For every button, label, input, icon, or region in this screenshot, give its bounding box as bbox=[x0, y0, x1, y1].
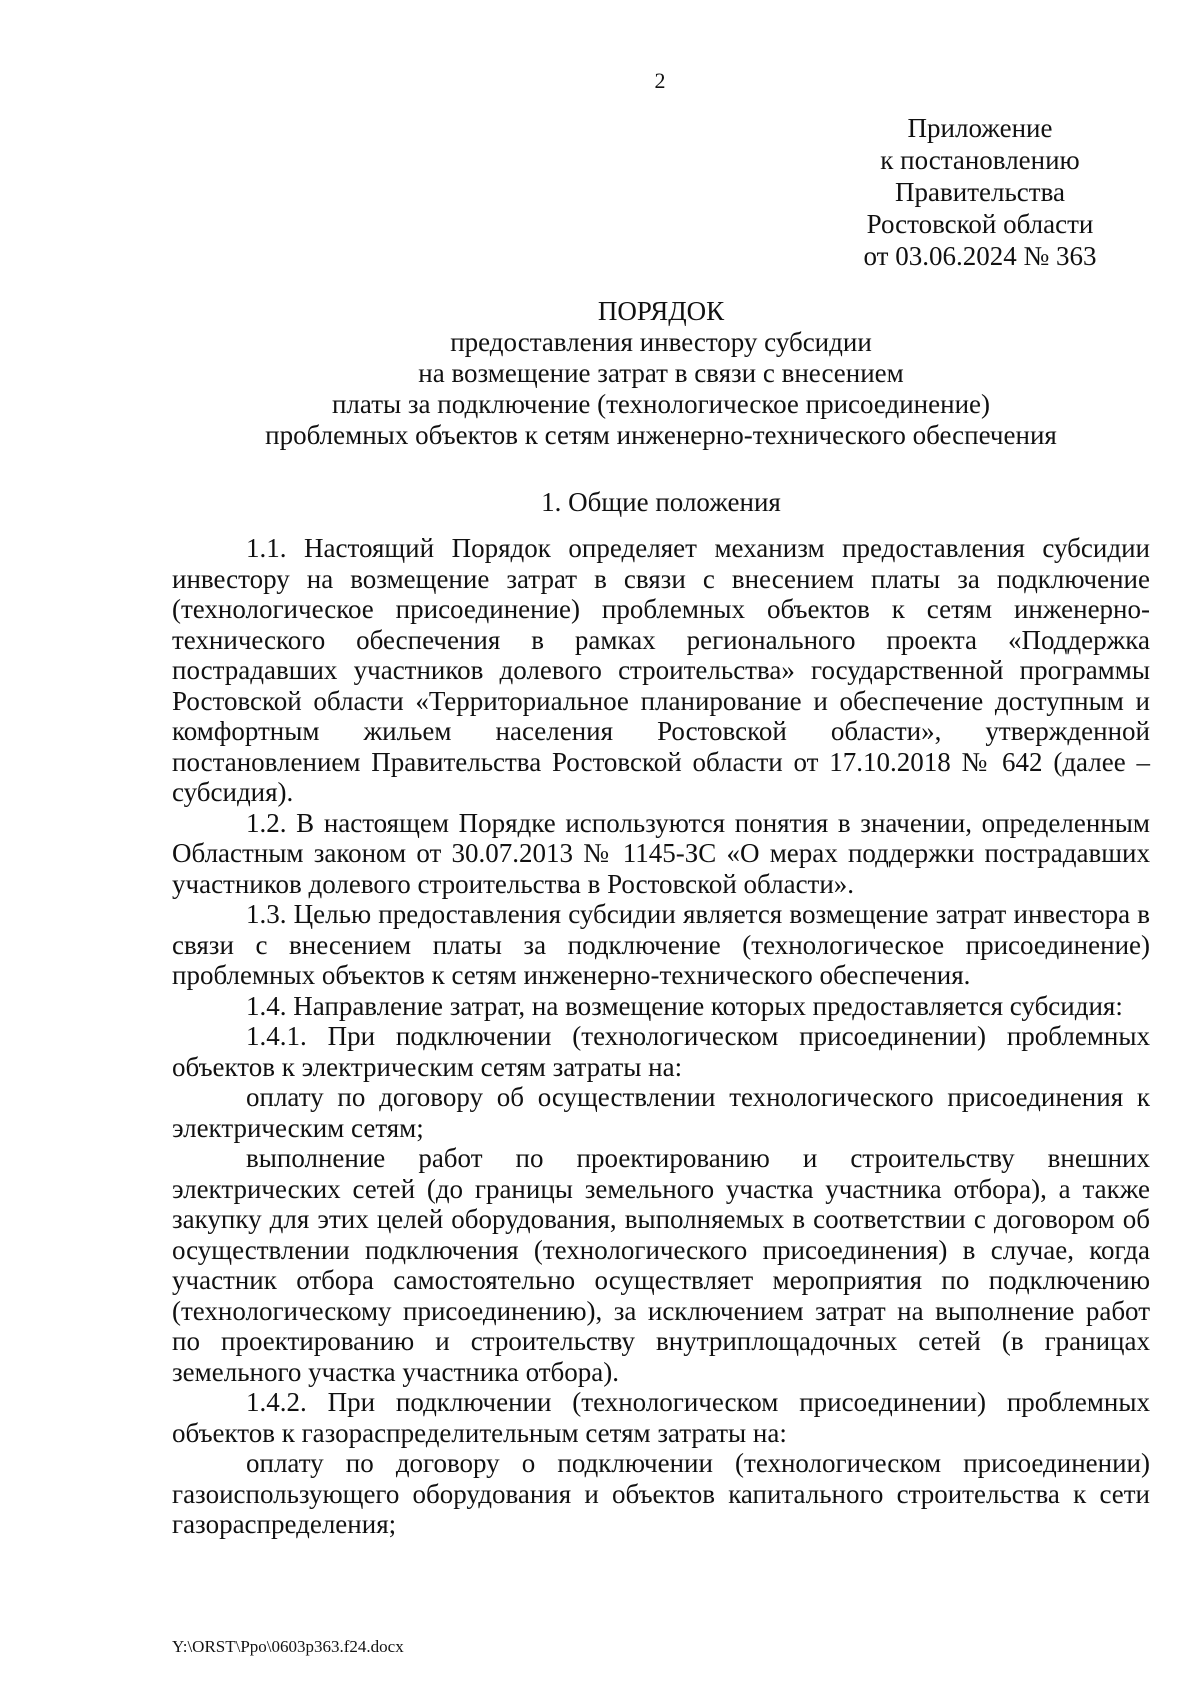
document-subtitle-line: проблемных объектов к сетям инженерно-технического обеспечения bbox=[265, 420, 1057, 450]
document-title: ПОРЯДОК bbox=[597, 296, 725, 326]
paragraph: оплату по договору об осуществлении технологического присоединения к электрическим сетям; bbox=[172, 1082, 1150, 1143]
document-subtitle-line: на возмещение затрат в связи с внесением bbox=[418, 358, 904, 388]
paragraph: 1.4.2. При подключении (технологическом присоединении) проблемных объектов к газораспределительным сетям затраты на: bbox=[172, 1387, 1150, 1448]
page-number: 2 bbox=[654, 68, 666, 93]
document-subtitle-line: предоставления инвестору субсидии bbox=[450, 327, 872, 357]
paragraph: оплату по договору о подключении (технологическом присоединении) газоиспользующего оборудования и объектов капитального строительства к сети газораспределения; bbox=[172, 1448, 1150, 1539]
section-title: 1. Общие положения bbox=[541, 487, 781, 517]
body-text bbox=[172, 533, 1150, 1540]
document-heading bbox=[172, 296, 1150, 451]
footer-file-path: Y:\ORST\Ppo\0603p363.f24.docx bbox=[172, 1637, 404, 1656]
document-subtitle-line: платы за подключение (технологическое присоединение) bbox=[331, 389, 990, 419]
appendix-line: Приложение bbox=[907, 113, 1053, 143]
paragraph: выполнение работ по проектированию и строительству внешних электрических сетей (до границы земельного участка участника отбора), а также закупку для этих целей оборудования, выполняемых в соответствии с договором об осуществлении подключения (технологического присоединения) в случае, когда участник отбора самостоятельно осуществляет мероприятия по подключению (технологическому присоединению), за исключением затрат на выполнение работ по проектированию и строительству внутриплощадочных сетей (в границах земельного участка участника отбора). bbox=[172, 1143, 1150, 1387]
appendix-block bbox=[840, 112, 1120, 272]
paragraph: 1.4. Направление затрат, на возмещение которых предоставляется субсидия: bbox=[246, 990, 1123, 1021]
appendix-line: к постановлению bbox=[880, 145, 1080, 175]
appendix-line: Правительства bbox=[895, 177, 1065, 207]
paragraph: 1.3. Целью предоставления субсидии является возмещение затрат инвестора в связи с внесением платы за подключение (технологическое присоединение) проблемных объектов к сетям инженерно-технического обеспечения. bbox=[172, 899, 1150, 990]
paragraph: 1.1. Настоящий Порядок определяет механизм предоставления субсидии инвестору на возмещение затрат в связи с внесением платы за подключение (технологическое присоединение) проблемных объектов к сетям инженерно-технического обеспечения в рамках регионального проекта «Поддержка пострадавших участников долевого строительства» государственной программы Ростовской области «Территориальное планирование и обеспечение доступным и комфортным жильем населения Ростовской области», утвержденной постановлением Правительства Ростовской области от 17.10.2018 № 642 (далее – субсидия). bbox=[172, 533, 1150, 807]
appendix-line: от 03.06.2024 № 363 bbox=[863, 241, 1097, 271]
paragraph: 1.4.1. При подключении (технологическом присоединении) проблемных объектов к электрическим сетям затраты на: bbox=[172, 1021, 1150, 1082]
paragraph: 1.2. В настоящем Порядке используются понятия в значении, определенным Областным законом от 30.07.2013 № 1145-ЗС «О мерах поддержки пострадавших участников долевого строительства в Ростовской области». bbox=[172, 807, 1150, 899]
appendix-line: Ростовской области bbox=[866, 209, 1094, 239]
